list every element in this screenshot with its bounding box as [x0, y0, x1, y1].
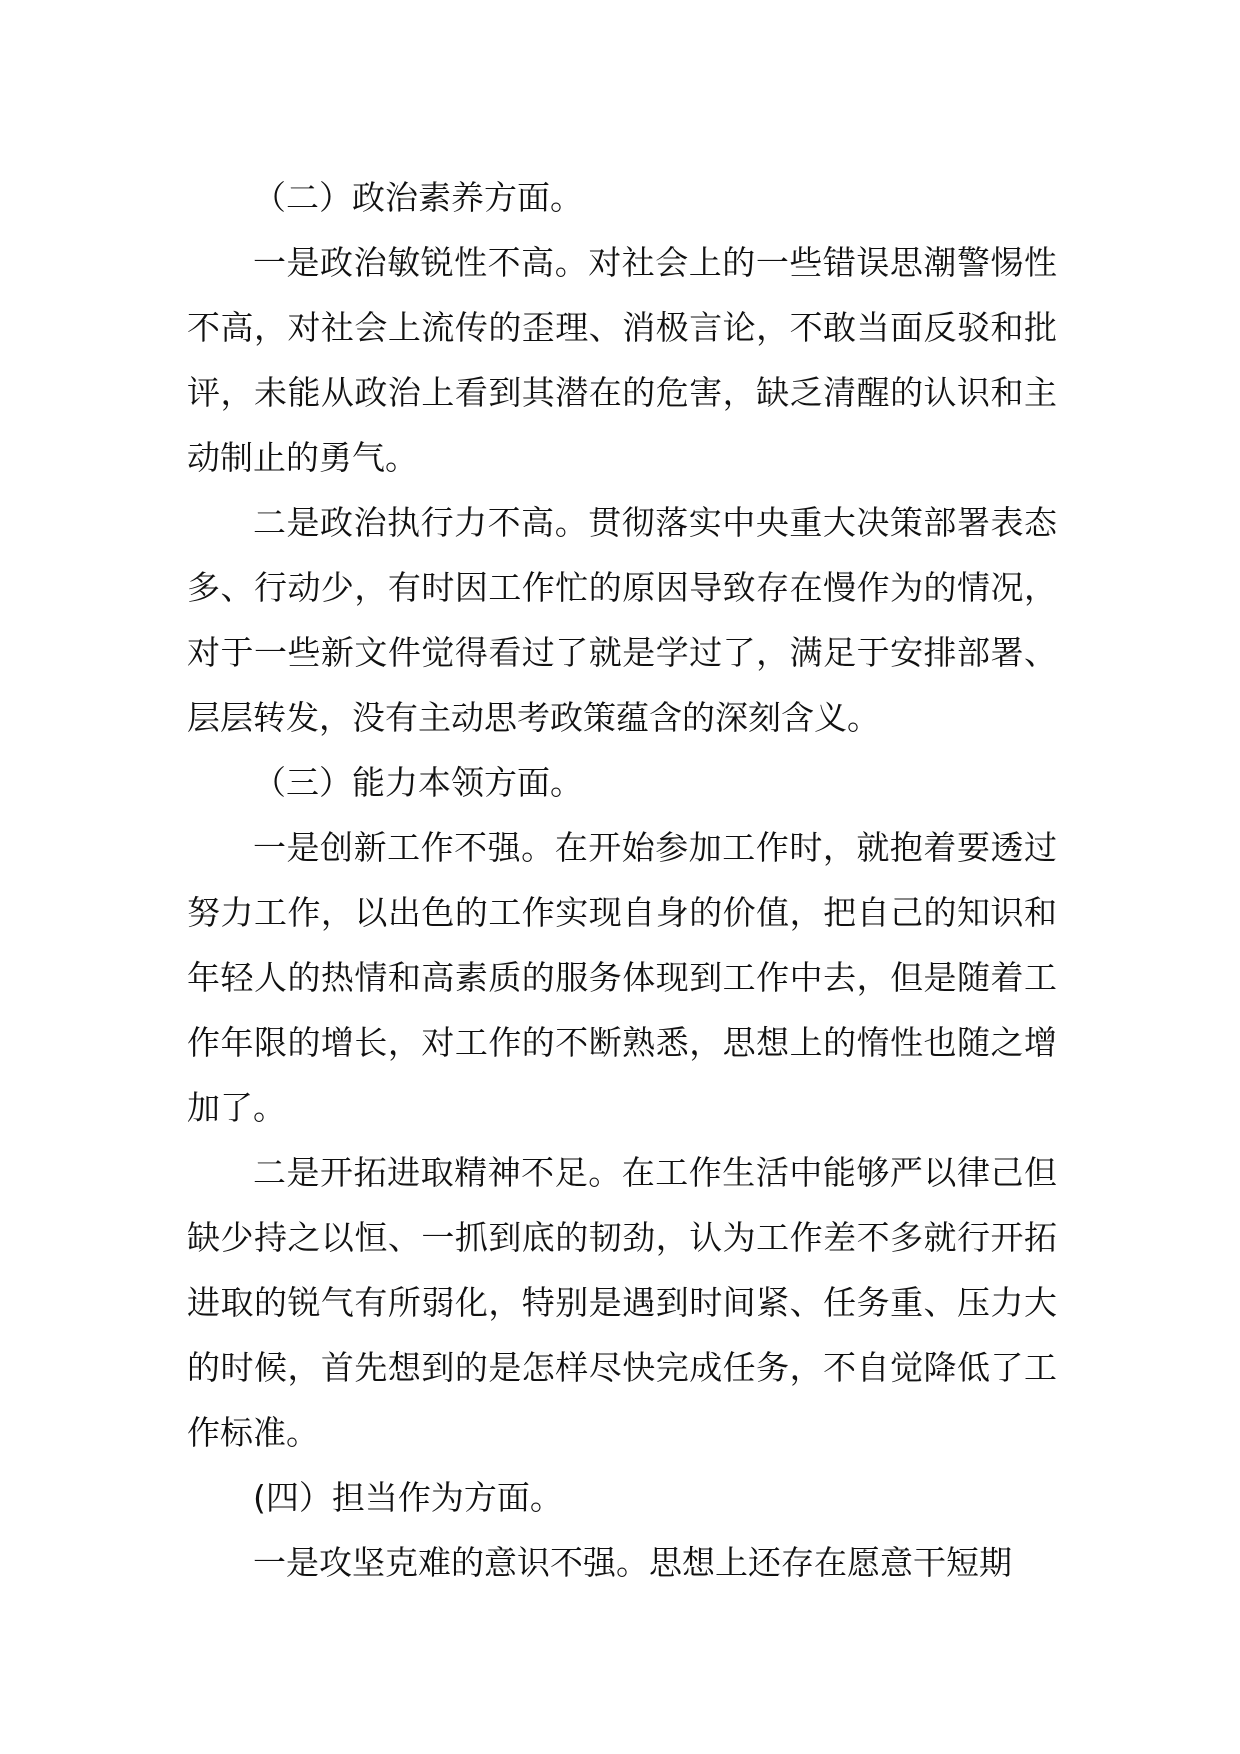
section-heading-ability: （三）能力本领方面。: [253, 763, 583, 802]
paragraph-enterprising-spirit: 二是开拓进取精神不足。在工作生活中能够严以律己但缺少持之以恒、一抓到底的韧劲，认为工作差不多就行开拓进取的锐气有所弱化，特别是遇到时间紧、任务重、压力大的时候，首先想到的是怎样尽快完成任务，不自觉降低了工作标准。: [187, 1153, 1057, 1452]
paragraph-political-execution: 二是政治执行力不高。贯彻落实中央重大决策部署表态多、行动少，有时因工作忙的原因导致存在慢作为的情况，对于一些新文件觉得看过了就是学过了，满足于安排部署、层层转发，没有主动思考政策蕴含的深刻含义。: [187, 503, 1057, 737]
section-heading-responsibility: (四）担当作为方面。: [253, 1478, 563, 1517]
paragraph-political-sensitivity: 一是政治敏锐性不高。对社会上的一些错误思潮警惕性不高，对社会上流传的歪理、消极言论，不敢当面反驳和批评，未能从政治上看到其潜在的危害，缺乏清醒的认识和主动制止的勇气。: [187, 243, 1057, 477]
paragraph-innovation: 一是创新工作不强。在开始参加工作时，就抱着要透过努力工作，以出色的工作实现自身的价值，把自己的知识和年轻人的热情和高素质的服务体现到工作中去，但是随着工作年限的增长，对工作的不断熟悉，思想上的惰性也随之增加了。: [187, 828, 1057, 1127]
document-body: [187, 165, 1057, 1595]
section-heading-political-quality: （二）政治素养方面。: [253, 178, 583, 217]
paragraph-tackling-difficulties: 一是攻坚克难的意识不强。思想上还存在愿意干短期: [253, 1543, 1012, 1582]
